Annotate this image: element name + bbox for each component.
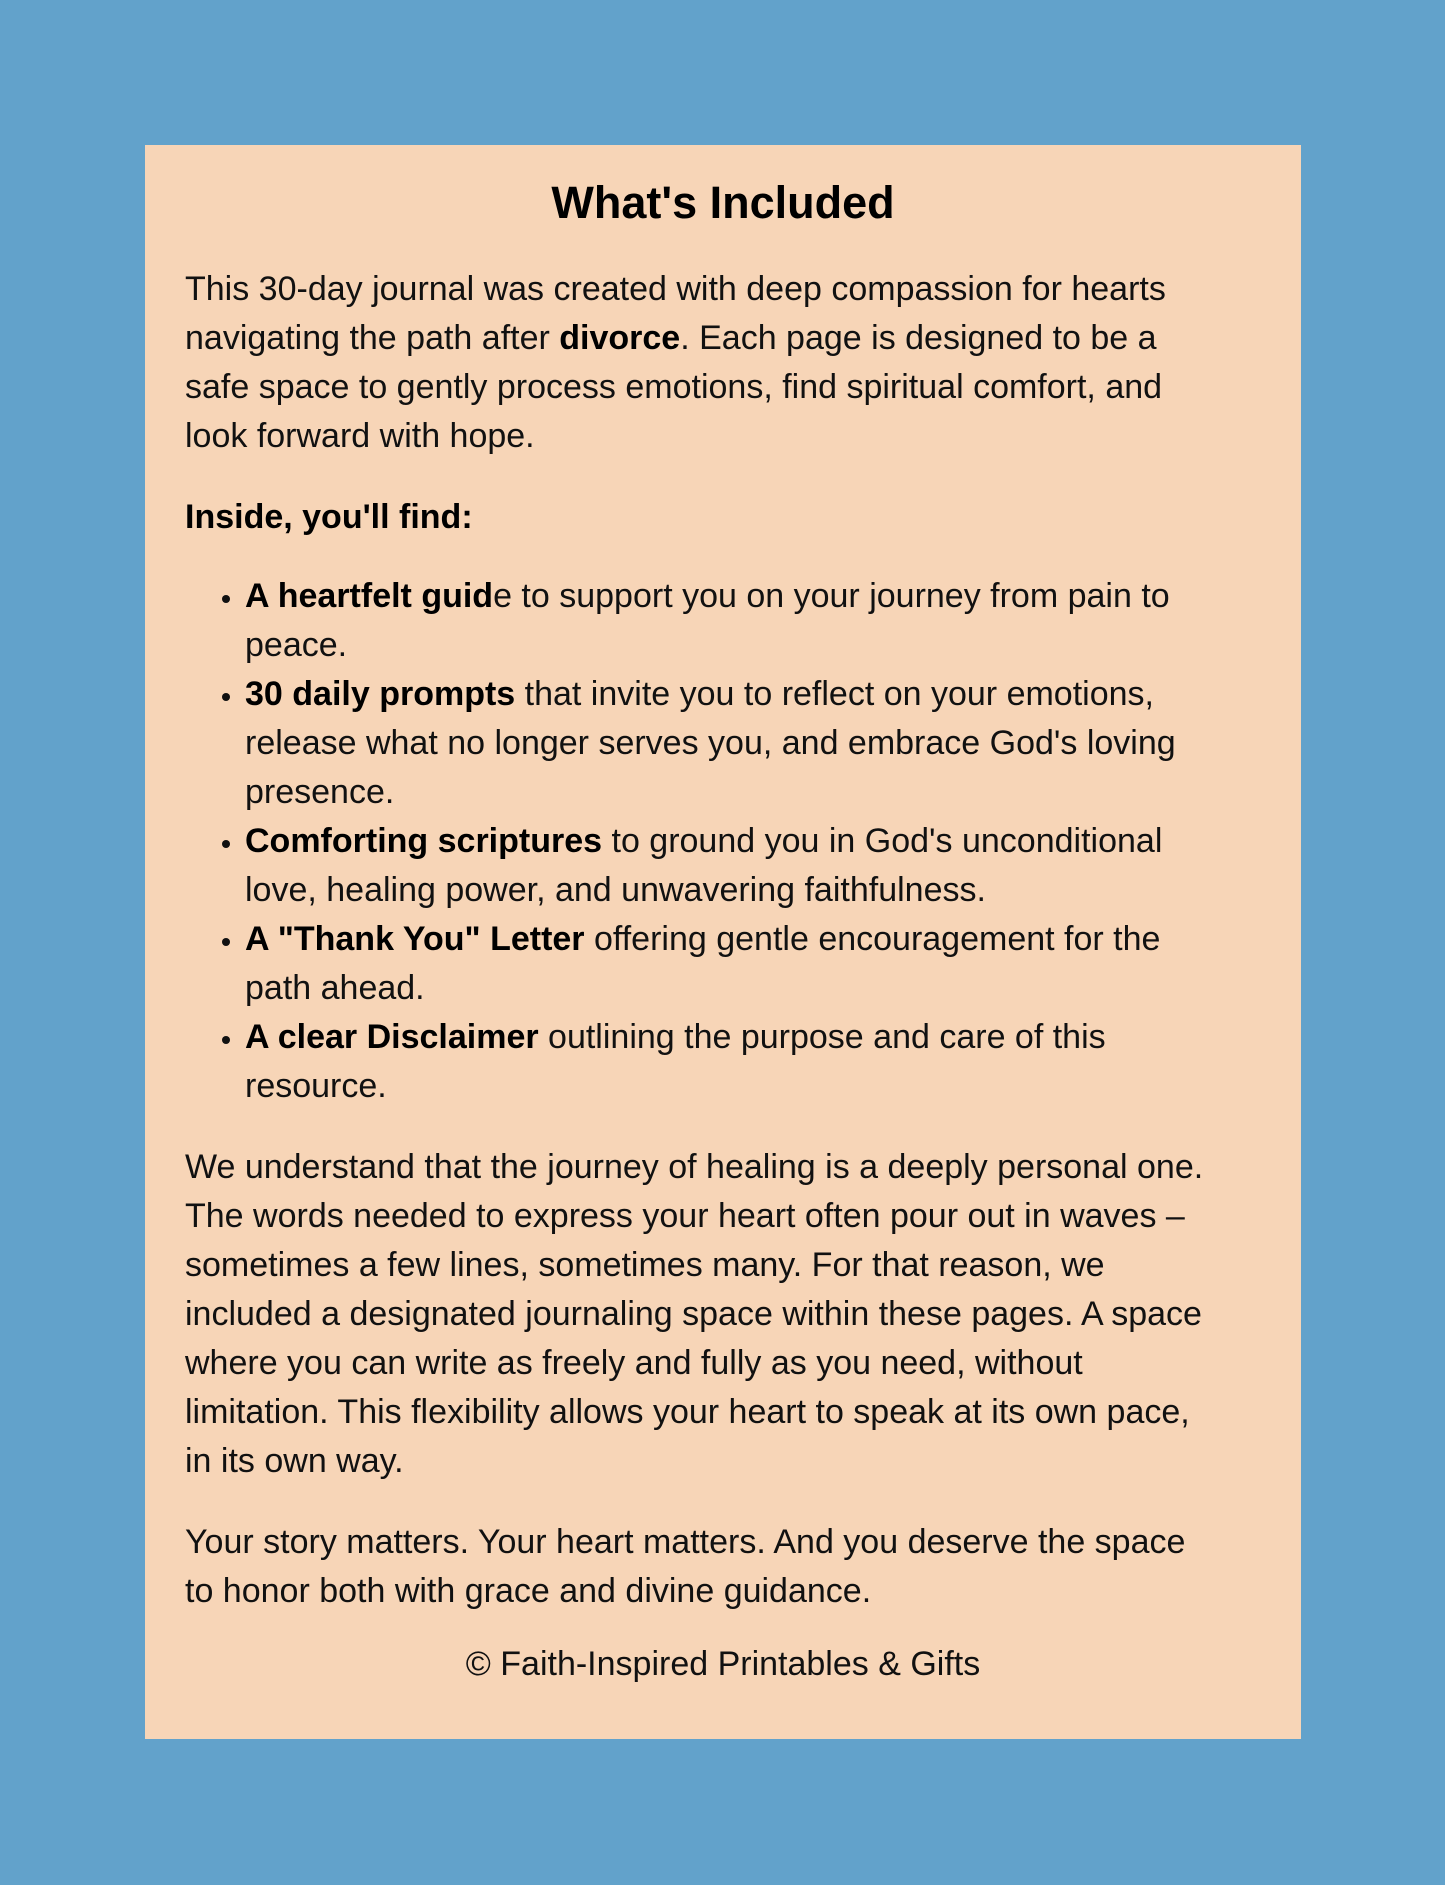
healing-line: limitation. This flexibility allows your heart to speak at its own pace, xyxy=(185,1393,1190,1431)
intro-paragraph xyxy=(185,265,1261,461)
healing-line: We understand that the journey of healing is a deeply personal one. xyxy=(185,1148,1204,1186)
healing-line: in its own way. xyxy=(185,1442,404,1480)
intro-line-3: safe space to gently process emotions, find spiritual comfort, and xyxy=(185,368,1163,406)
healing-paragraph xyxy=(185,1143,1261,1486)
list-item xyxy=(245,670,1261,817)
list-item-text: outlining the purpose and care of this xyxy=(538,1018,1106,1056)
list-item-text: presence. xyxy=(245,773,395,811)
closing-paragraph xyxy=(185,1518,1261,1616)
list-item-text: e to support you on your journey from pain to xyxy=(493,577,1170,615)
list-item-bold: A "Thank You" Letter xyxy=(245,920,585,958)
healing-line: where you can write as freely and fully as you need, without xyxy=(185,1344,1083,1382)
list-item xyxy=(245,572,1261,670)
list-item-bold: 30 daily prompts xyxy=(245,675,516,713)
list-item xyxy=(245,817,1261,915)
list-item-text: path ahead. xyxy=(245,969,425,1007)
intro-line-2-start: navigating the path after xyxy=(185,319,560,357)
list-item-text: love, healing power, and unwavering faithfulness. xyxy=(245,871,986,909)
list-item-text: that invite you to reflect on your emotions, xyxy=(515,675,1154,713)
included-items-list xyxy=(185,572,1261,1111)
list-item-bold: Comforting scriptures xyxy=(245,822,603,860)
page-title: What's Included xyxy=(551,177,895,228)
list-item-text: to ground you in God's unconditional xyxy=(602,822,1163,860)
intro-line-1: This 30-day journal was created with deep compassion for hearts xyxy=(185,270,1166,308)
content-card xyxy=(145,145,1301,1739)
list-item xyxy=(245,1013,1261,1111)
intro-line-4: look forward with hope. xyxy=(185,417,535,455)
healing-line: included a designated journaling space within these pages. A space xyxy=(185,1295,1202,1333)
list-item xyxy=(245,915,1261,1013)
intro-line-2-end: . Each page is designed to be a xyxy=(680,319,1157,357)
intro-bold-divorce: divorce xyxy=(559,319,681,357)
list-item-bold: A clear Disclaimer xyxy=(245,1018,539,1056)
list-item-text: offering gentle encouragement for the xyxy=(584,920,1161,958)
list-item-text: peace. xyxy=(245,626,348,664)
closing-line: to honor both with grace and divine guidance. xyxy=(185,1572,872,1610)
list-item-text: release what no longer serves you, and embrace God's loving xyxy=(245,724,1176,762)
healing-line: sometimes a few lines, sometimes many. For that reason, we xyxy=(185,1246,1105,1284)
list-item-text: resource. xyxy=(245,1067,387,1105)
list-item-bold: A heartfelt guid xyxy=(245,577,494,615)
inside-heading: Inside, you'll find: xyxy=(185,498,473,536)
copyright-notice: © Faith-Inspired Printables & Gifts xyxy=(465,1645,981,1683)
healing-line: The words needed to express your heart often pour out in waves – xyxy=(185,1197,1185,1235)
closing-line: Your story matters. Your heart matters. And you deserve the space xyxy=(185,1523,1186,1561)
